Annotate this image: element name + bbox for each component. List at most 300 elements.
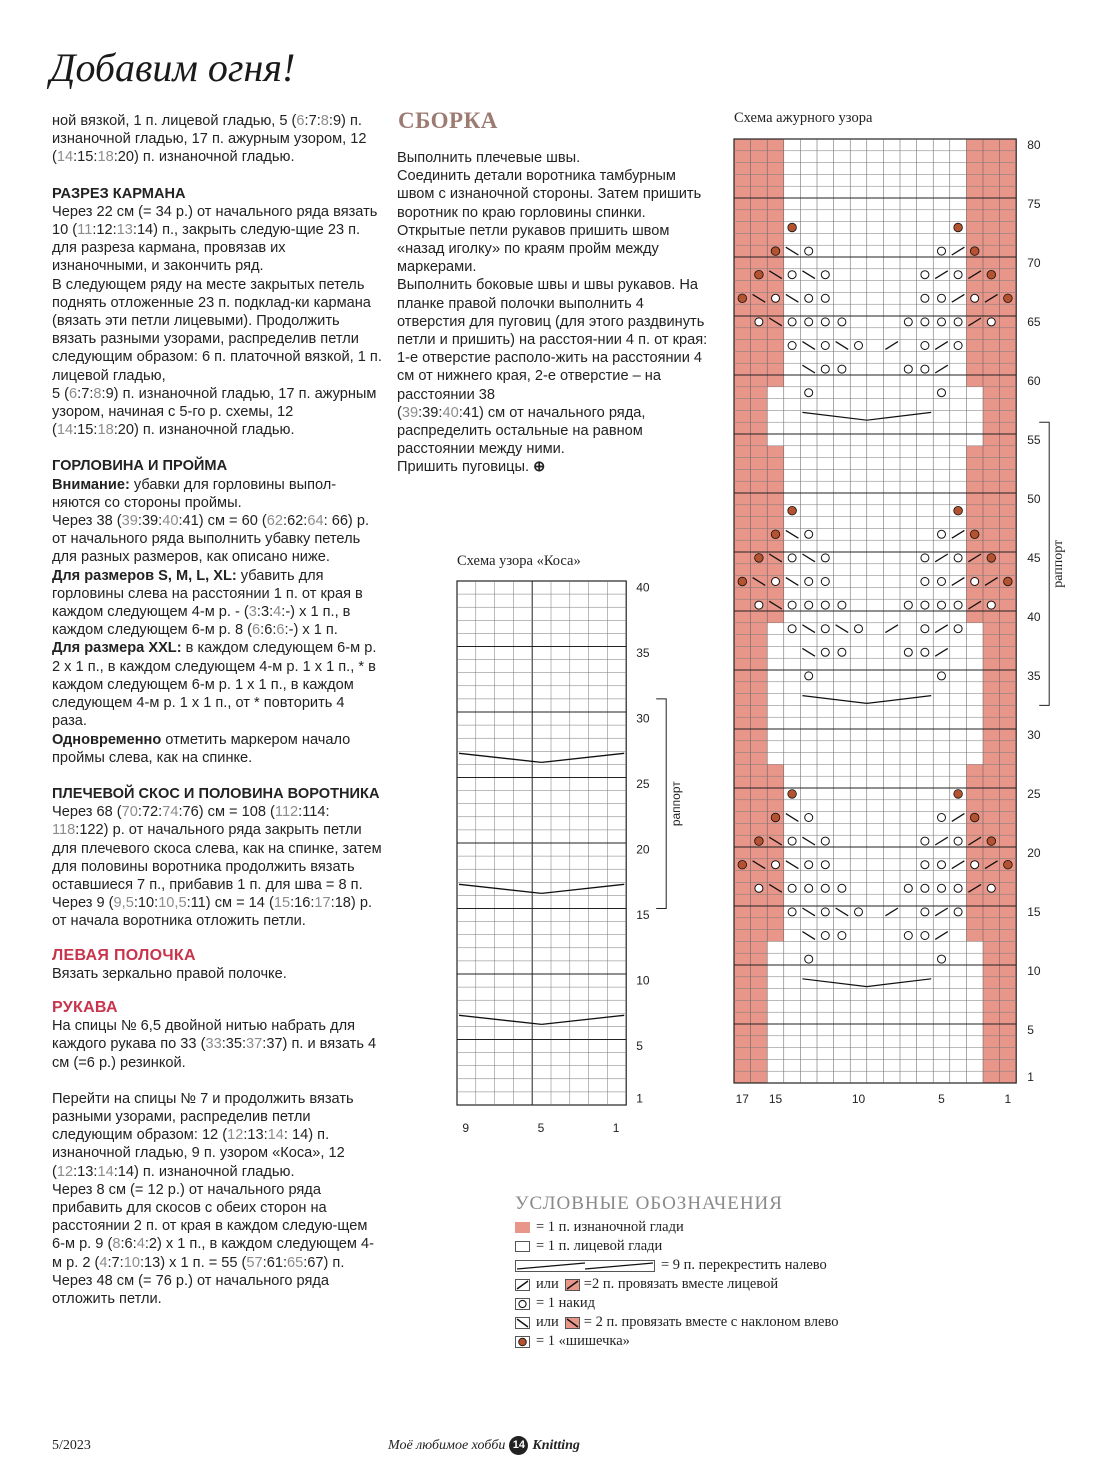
- purl-cell: [983, 1012, 1000, 1024]
- purl-cell: [983, 410, 1000, 422]
- text-run: ной вязкой, 1 п. лицевой гладью, 5 (: [52, 113, 297, 129]
- legend-bobble: [515, 1332, 1075, 1351]
- purl-cell: [1000, 906, 1017, 918]
- purl-cell: [767, 174, 784, 186]
- yarn-over-mark: [987, 884, 995, 892]
- purl-cell: [751, 776, 768, 788]
- purl-cell: [751, 623, 768, 635]
- simultaneously-label: Одновременно: [52, 731, 162, 748]
- row-label: 20: [1027, 845, 1041, 860]
- size-value-gray: 14: [56, 149, 74, 166]
- ssk-mark: [802, 365, 815, 373]
- size-value-gray: 18: [97, 149, 114, 166]
- ssk-mark: [802, 554, 815, 562]
- purl-cell: [751, 906, 768, 918]
- purl-cell: [734, 493, 751, 505]
- purl-cell: [983, 564, 1000, 576]
- size-value-gray: 8: [320, 113, 329, 129]
- purl-cell: [767, 788, 784, 800]
- legend-cable: [515, 1256, 1075, 1275]
- purl-cell: [767, 564, 784, 576]
- purl-cell: [983, 540, 1000, 552]
- purl-cell: [751, 670, 768, 682]
- purl-cell: [1000, 823, 1017, 835]
- legend-purl-label: = 1 п. изнаночной глади: [536, 1219, 684, 1235]
- purl-cell: [1000, 812, 1017, 824]
- yarn-over-mark: [938, 814, 946, 822]
- yarn-over-mark: [788, 884, 796, 892]
- purl-cell: [751, 918, 768, 930]
- yarn-over-mark: [855, 625, 863, 633]
- purl-cell: [1000, 139, 1017, 151]
- purl-cell: [983, 351, 1000, 363]
- purl-cell: [983, 823, 1000, 835]
- purl-cell: [751, 1048, 768, 1060]
- yarn-over-mark: [954, 601, 962, 609]
- text-run: :9) п. изнаночной гладью, 17 п. ажурным узором, 12 (: [52, 113, 367, 166]
- text-run: :15:: [73, 422, 98, 439]
- col-label: 1: [1004, 1092, 1012, 1106]
- k2tog-mark: [935, 365, 948, 373]
- yarn-over-mark: [954, 271, 962, 279]
- purl-cell: [751, 469, 768, 481]
- purl-cell: [751, 1012, 768, 1024]
- purl-cell: [966, 328, 983, 340]
- purl-cell: [983, 517, 1000, 529]
- text-run: :67) п.: [303, 1254, 345, 1271]
- purl-cell: [1000, 446, 1017, 458]
- purl-cell: [983, 481, 1000, 493]
- bobble-mark: [771, 813, 780, 822]
- purl-cell: [983, 930, 1000, 942]
- text-run: :-) х 1 п.: [284, 622, 338, 639]
- text-run: Через 22 см (= 34 р.) от начального ряда вязать 10 (: [52, 203, 378, 239]
- purl-cell: [966, 871, 983, 883]
- purl-cell: [1000, 1071, 1017, 1083]
- purl-cell: [983, 611, 1000, 623]
- purl-cell: [1000, 705, 1017, 717]
- purl-cell: [751, 753, 768, 765]
- yarn-over-mark: [821, 271, 829, 279]
- size-value-gray: 112: [274, 804, 299, 821]
- ssk-mark: [786, 294, 799, 302]
- purl-cell: [751, 375, 768, 387]
- purl-cell: [734, 139, 751, 151]
- purl-cell: [983, 1048, 1000, 1060]
- purl-cell: [983, 1071, 1000, 1083]
- attention-label: Внимание:: [52, 476, 130, 493]
- purl-cell: [983, 257, 1000, 269]
- rapport-label: раппорт: [669, 781, 684, 827]
- purl-cell: [751, 847, 768, 859]
- size-value-gray: 11: [77, 222, 93, 239]
- yarn-over-mark: [938, 247, 946, 255]
- yarn-over-mark: [904, 601, 912, 609]
- yarn-over-mark: [755, 318, 763, 326]
- row-label: 80: [1027, 137, 1041, 152]
- purl-cell: [1000, 186, 1017, 198]
- yarn-over-mark: [821, 861, 829, 869]
- purl-cell: [1000, 871, 1017, 883]
- yarn-over-mark: [805, 672, 813, 680]
- k2tog-mark: [952, 294, 965, 302]
- text-run: :18) р. от начала воротника отложить петли.: [52, 895, 373, 930]
- purl-cell: [966, 458, 983, 470]
- purl-cell: [983, 764, 1000, 776]
- purl-cell: [767, 446, 784, 458]
- purl-cell: [983, 1024, 1000, 1036]
- purl-cell: [1000, 753, 1017, 765]
- purl-cell: [734, 257, 751, 269]
- yarn-over-mark: [938, 884, 946, 892]
- yarn-over-mark: [821, 294, 829, 302]
- purl-cell: [751, 151, 768, 163]
- purl-cell: [1000, 729, 1017, 741]
- purl-cell: [1000, 399, 1017, 411]
- purl-cell: [983, 375, 1000, 387]
- left-front-heading: ЛЕВАЯ ПОЛОЧКА: [52, 946, 196, 964]
- size-value-gray: 40: [162, 513, 179, 530]
- purl-cell: [966, 505, 983, 517]
- yarn-over-mark: [971, 861, 979, 869]
- purl-cell: [983, 623, 1000, 635]
- purl-cell: [734, 847, 751, 859]
- k2tog-mark: [935, 932, 948, 940]
- purl-cell: [983, 741, 1000, 753]
- purl-cell: [767, 481, 784, 493]
- purl-cell: [966, 210, 983, 222]
- purl-cell: [1000, 611, 1017, 623]
- purl-cell: [966, 788, 983, 800]
- purl-cell: [751, 517, 768, 529]
- purl-cell: [734, 552, 751, 564]
- assembly-paragraph-tail: [397, 404, 712, 477]
- purl-cell: [983, 233, 1000, 245]
- purl-cell: [734, 174, 751, 186]
- k2tog-mark: [952, 861, 965, 869]
- purl-cell: [751, 788, 768, 800]
- purl-cell: [751, 611, 768, 623]
- purl-cell: [751, 245, 768, 257]
- purl-cell: [1000, 930, 1017, 942]
- bobble-mark: [771, 530, 780, 539]
- simultaneously-paragraph: [52, 731, 382, 767]
- purl-cell: [751, 1000, 768, 1012]
- yarn-over-mark: [954, 837, 962, 845]
- yarn-over-mark: [805, 247, 813, 255]
- text-run: : 14) п. изнаночной гладью, 9 п. узором «Коса», 12 (: [52, 1127, 345, 1180]
- purl-cell: [983, 493, 1000, 505]
- yarn-over-mark: [805, 294, 813, 302]
- purl-cell: [983, 788, 1000, 800]
- text-run: :11) см = 14 (: [186, 895, 274, 912]
- attention-text: убавки для горловины выпол-няются со стороны проймы.: [52, 476, 337, 511]
- bobble-mark: [738, 294, 747, 303]
- row-label: 70: [1027, 255, 1041, 270]
- yarn-over-mark: [755, 601, 763, 609]
- purl-cell: [767, 517, 784, 529]
- purl-cell: [1000, 222, 1017, 234]
- purl-cell: [1000, 764, 1017, 776]
- sleeves-heading: РУКАВА: [52, 998, 118, 1016]
- yarn-over-mark: [755, 884, 763, 892]
- k2tog-mark: [952, 578, 965, 586]
- purl-cell: [983, 729, 1000, 741]
- purl-cell: [734, 1000, 751, 1012]
- lace-chart-title: Схема ажурного узора: [734, 110, 873, 126]
- purl-cell: [767, 233, 784, 245]
- size-value-gray: 57: [246, 1254, 263, 1271]
- yarn-over-mark: [921, 342, 929, 350]
- shoulder-paragraph-2: [52, 894, 382, 930]
- purl-cell: [734, 233, 751, 245]
- purl-cell: [734, 481, 751, 493]
- row-label: 30: [636, 711, 650, 726]
- yarn-over-mark: [788, 318, 796, 326]
- purl-cell: [966, 139, 983, 151]
- purl-cell: [983, 658, 1000, 670]
- row-label: 50: [1027, 491, 1041, 506]
- ssk-purl-icon: [565, 1317, 580, 1329]
- shoulder-heading: ПЛЕЧЕВОЙ СКОС И ПОЛОВИНА ВОРОТНИКА: [52, 785, 380, 802]
- purl-cell: [734, 729, 751, 741]
- purl-cell: [751, 422, 768, 434]
- row-label: 25: [636, 777, 650, 792]
- yarn-over-mark: [821, 837, 829, 845]
- purl-cell: [966, 918, 983, 930]
- text-run: :7:: [304, 113, 321, 129]
- purl-cell: [734, 788, 751, 800]
- row-label: 20: [636, 842, 650, 857]
- bobble-mark: [970, 813, 979, 822]
- row-label: 45: [1027, 550, 1041, 565]
- purl-cell: [1000, 989, 1017, 1001]
- shoulder-paragraph: [52, 803, 382, 894]
- purl-cell: [751, 174, 768, 186]
- bobble-mark: [738, 577, 747, 586]
- purl-cell: [1000, 552, 1017, 564]
- text-run: :13:: [73, 1163, 98, 1180]
- ssk-mark: [802, 908, 815, 916]
- purl-cell: [767, 540, 784, 552]
- size-value-gray: 14: [267, 1127, 284, 1144]
- purl-cell: [734, 1024, 751, 1036]
- text-run: :62:: [283, 513, 308, 530]
- purl-cell: [1000, 918, 1017, 930]
- purl-cell: [1000, 800, 1017, 812]
- purl-cell: [1000, 257, 1017, 269]
- purl-cell: [734, 375, 751, 387]
- purl-cell: [1000, 281, 1017, 293]
- magazine-name: Моё любимое хобби: [388, 1437, 506, 1453]
- yarn-over-mark: [921, 884, 929, 892]
- size-value-gray: 4: [273, 604, 282, 621]
- text-run: :12:: [92, 222, 117, 239]
- yarn-over-mark: [805, 955, 813, 963]
- purl-cell: [734, 198, 751, 210]
- left-column: [52, 112, 382, 1308]
- size-value-gray: 70: [121, 804, 138, 821]
- purl-cell: [1000, 469, 1017, 481]
- text-run: На спицы № 6,5 двойной нитью набрать для каждого рукава по 33 (: [52, 1018, 355, 1053]
- size-value-gray: 6: [252, 622, 261, 639]
- purl-cell: [983, 174, 1000, 186]
- purl-cell: [751, 953, 768, 965]
- purl-cell: [767, 800, 784, 812]
- purl-cell: [734, 399, 751, 411]
- yarn-over-mark: [938, 672, 946, 680]
- pocket-heading: РАЗРЕЗ КАРМАНА: [52, 185, 186, 202]
- purl-cell: [966, 894, 983, 906]
- size-value-gray: 3: [248, 604, 257, 621]
- purl-cell: [966, 481, 983, 493]
- simultaneously-text: отметить маркером начало проймы слева, как на спинке.: [52, 731, 351, 766]
- purl-cell: [767, 458, 784, 470]
- purl-cell: [966, 340, 983, 352]
- spacer: [52, 1072, 382, 1090]
- sleeves-paragraph-3: [52, 1181, 382, 1272]
- ssk-mark: [786, 247, 799, 255]
- text-run: Через 38 (: [52, 513, 122, 530]
- purl-cell: [734, 281, 751, 293]
- yarn-over-mark: [921, 554, 929, 562]
- purl-cell: [1000, 375, 1017, 387]
- ssk-mark: [786, 578, 799, 586]
- purl-cell: [1000, 387, 1017, 399]
- purl-cell: [983, 505, 1000, 517]
- purl-cell: [734, 989, 751, 1001]
- legend-bobble-label: = 1 «шишечка»: [536, 1333, 630, 1349]
- k2tog-mark: [935, 271, 948, 279]
- cable-cross-mark: [867, 412, 931, 420]
- purl-cell: [983, 953, 1000, 965]
- purl-cell: [966, 540, 983, 552]
- row-label: 5: [636, 1039, 643, 1054]
- purl-cell: [983, 151, 1000, 163]
- purl-cell: [751, 977, 768, 989]
- kosa-chart: [440, 570, 700, 1150]
- purl-cell: [734, 965, 751, 977]
- purl-cell: [751, 965, 768, 977]
- purl-cell: [734, 1012, 751, 1024]
- purl-cell: [1000, 835, 1017, 847]
- purl-cell: [751, 257, 768, 269]
- text-run: :39:: [418, 404, 443, 421]
- purl-cell: [734, 705, 751, 717]
- size-value-gray: 6: [276, 622, 285, 639]
- col-label: 17: [735, 1092, 749, 1106]
- purl-cell: [767, 151, 784, 163]
- yarn-over-mark: [805, 530, 813, 538]
- purl-cell: [1000, 635, 1017, 647]
- sleeves-paragraph-2: [52, 1090, 382, 1181]
- purl-cell: [751, 233, 768, 245]
- text-run: :3:: [256, 604, 274, 621]
- purl-cell: [983, 965, 1000, 977]
- purl-cell: [751, 694, 768, 706]
- purl-cell: [734, 906, 751, 918]
- purl-cell: [734, 953, 751, 965]
- purl-cell: [966, 151, 983, 163]
- left-front-paragraph: Вязать зеркально правой полочке.: [52, 965, 287, 982]
- yarn-over-mark: [921, 578, 929, 586]
- purl-cell: [734, 434, 751, 446]
- bobble-mark: [954, 506, 963, 515]
- purl-cell: [767, 186, 784, 198]
- legend-or-1: или: [536, 1276, 559, 1292]
- purl-cell: [966, 906, 983, 918]
- purl-cell: [1000, 151, 1017, 163]
- purl-cell: [983, 304, 1000, 316]
- pocket-paragraph-3: [52, 385, 382, 440]
- yarn-over-mark: [838, 648, 846, 656]
- purl-cell: [1000, 316, 1017, 328]
- purl-cell: [751, 399, 768, 411]
- row-label: 10: [1027, 963, 1041, 978]
- row-label: 30: [1027, 727, 1041, 742]
- text-run: 5 (: [52, 385, 70, 402]
- purl-cell: [767, 847, 784, 859]
- purl-cell: [966, 174, 983, 186]
- yarn-over-mark: [821, 365, 829, 373]
- ssk-mark: [836, 342, 849, 350]
- ssk-mark: [802, 625, 815, 633]
- text-run: Через 9 (: [52, 895, 114, 912]
- purl-cell: [966, 446, 983, 458]
- bobble-mark: [987, 837, 996, 846]
- purl-cell: [1000, 505, 1017, 517]
- purl-cell: [734, 823, 751, 835]
- k2tog-mark: [952, 247, 965, 255]
- purl-cell: [734, 800, 751, 812]
- yarn-over-mark: [788, 271, 796, 279]
- bobble-mark: [738, 860, 747, 869]
- purl-cell: [1000, 977, 1017, 989]
- purl-cell: [1000, 941, 1017, 953]
- row-label: 40: [1027, 609, 1041, 624]
- xxl-label: Для размера XXL:: [52, 640, 182, 657]
- purl-cell: [1000, 587, 1017, 599]
- ssk-mark: [786, 530, 799, 538]
- neck-heading: ГОРЛОВИНА И ПРОЙМА: [52, 458, 228, 475]
- yarn-over-mark: [971, 578, 979, 586]
- text-run: :6:: [120, 1236, 137, 1253]
- purl-cell: [751, 446, 768, 458]
- yarn-over-mark: [954, 884, 962, 892]
- k2tog-mark: [885, 342, 898, 350]
- purl-cell: [966, 375, 983, 387]
- k2tog-mark: [935, 625, 948, 633]
- purl-cell: [751, 186, 768, 198]
- bobble-mark: [788, 506, 797, 515]
- ssk-mark: [802, 271, 815, 279]
- k2tog-mark: [935, 648, 948, 656]
- legend-k2tog-label: =2 п. провязать вместе лицевой: [583, 1276, 779, 1292]
- size-value-gray: 39: [121, 513, 138, 530]
- purl-cell: [966, 800, 983, 812]
- purl-cell: [1000, 623, 1017, 635]
- size-value-gray: 33: [205, 1036, 222, 1053]
- text-run: :20) п. изнаночной гладью.: [113, 149, 295, 166]
- row-label: 15: [636, 908, 650, 923]
- purl-cell: [1000, 410, 1017, 422]
- purl-cell: [734, 812, 751, 824]
- purl-cell: [751, 1036, 768, 1048]
- purl-cell: [767, 351, 784, 363]
- purl-cell: [983, 186, 1000, 198]
- bobble-mark: [1004, 294, 1013, 303]
- text-run: :6:: [260, 622, 277, 639]
